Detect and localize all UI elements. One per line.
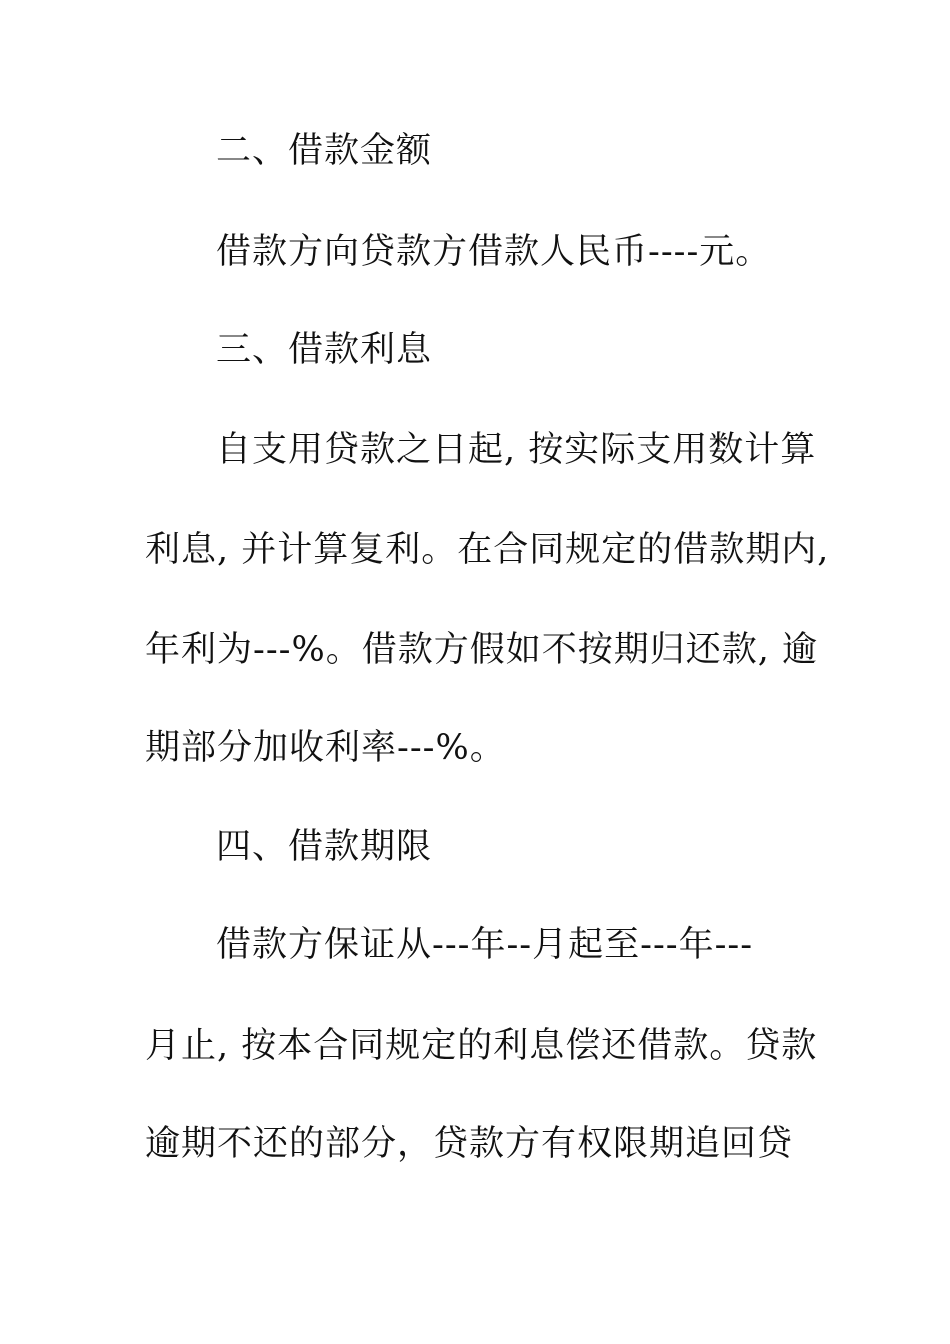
paragraph-line: 自支用贷款之日起, 按实际支用数计算 [216,430,817,470]
paragraph-line: 借款方保证从---年--月起至---年--- [216,925,754,965]
section-heading-loan-term: 四、借款期限 [216,827,433,867]
paragraph-line: 借款方向贷款方借款人民币----元。 [216,232,772,272]
paragraph-line: 期部分加收利率---%。 [145,728,506,768]
paragraph-line: 逾期不还的部分，贷款方有权限期追回贷 [145,1124,794,1164]
section-heading-loan-amount: 二、借款金额 [216,131,433,171]
paragraph-line: 月止, 按本合同规定的利息偿还借款。贷款 [145,1026,818,1066]
section-heading-loan-interest: 三、借款利息 [216,330,433,370]
paragraph-line: 利息, 并计算复利。在合同规定的借款期内, [145,530,830,570]
paragraph-line: 年利为---%。借款方假如不按期归还款, 逾 [145,630,818,670]
